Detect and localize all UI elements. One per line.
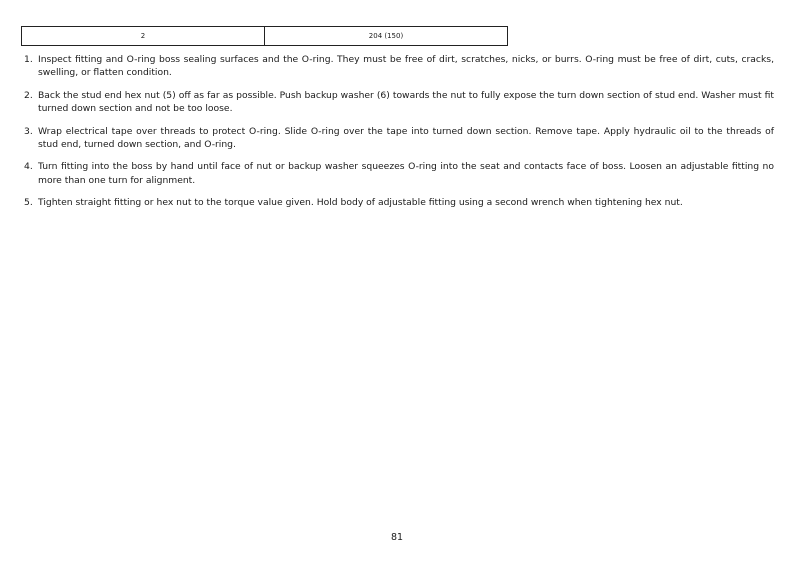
list-item [20, 125, 774, 152]
step-text: Wrap electrical tape over threads to protect O-ring. Slide O-ring over the tape into turned down section. Remove tape. Apply hydraulic oil to the threads of stud end, turned down section, and O-ring. [38, 125, 774, 151]
step-number: 2. [24, 89, 33, 101]
table-row [22, 27, 508, 46]
step-text: Inspect fitting and O-ring boss sealing surfaces and the O-ring. They must be free of dirt, scratches, nicks, or burrs. O-ring must be free of dirt, cuts, cracks, swelling, or flatten condition. [38, 54, 774, 79]
step-text: Turn fitting into the boss by hand until face of nut or backup washer squeezes O-ring into the seat and contacts face of boss. Loosen an adjustable fitting no more than one turn for alignment. [38, 161, 774, 186]
page-number: 81 [390, 532, 404, 543]
step-text: Tighten straight fitting or hex nut to the torque value given. Hold body of adjustable fitting using a second wrench when tightening hex nut. [38, 197, 683, 209]
list-item [20, 89, 774, 116]
step-number: 5. [24, 197, 33, 209]
table-cell-torque: 204 (150) [265, 27, 508, 46]
step-text: Back the stud end hex nut (5) off as far as possible. Push backup washer (6) towards the nut to fully expose the turn down section of stud end. Washer must fit turned down section and not be too loose. [38, 89, 774, 115]
list-item [20, 53, 774, 80]
torque-table [21, 26, 508, 46]
list-item [20, 160, 774, 187]
step-number: 4. [24, 161, 33, 173]
table-cell-size: 2 [22, 27, 265, 46]
list-item [20, 196, 774, 209]
step-number: 3. [24, 125, 33, 137]
step-number: 1. [24, 54, 33, 65]
procedure-steps [20, 53, 774, 219]
